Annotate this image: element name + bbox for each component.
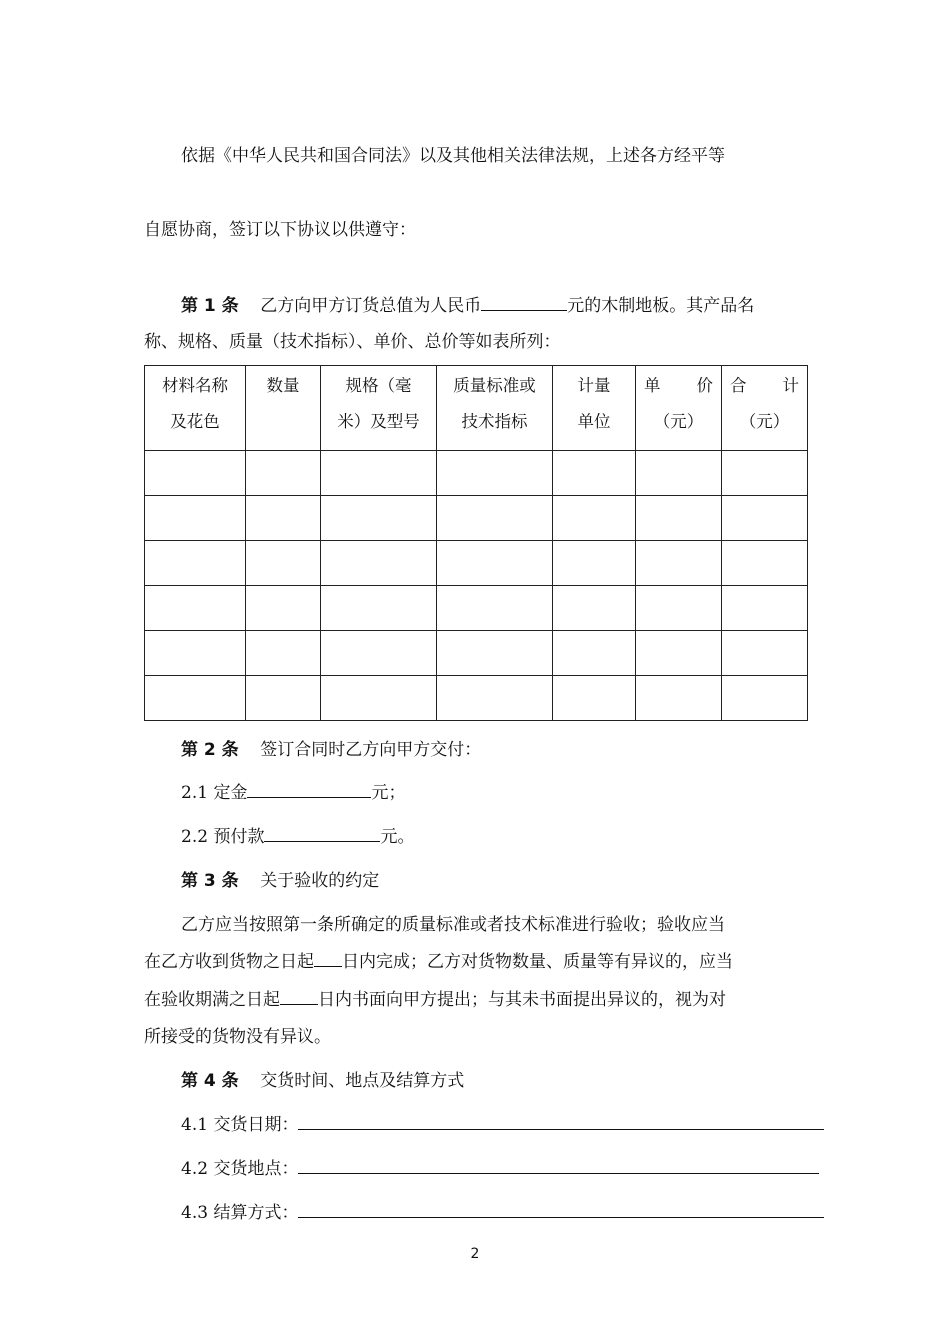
intro-line-1: 依据《中华人民共和国合同法》以及其他相关法律法规，上述各方经平等 (181, 146, 725, 166)
table-cell[interactable] (437, 631, 553, 676)
col-header-quantity: 数量 (246, 366, 321, 451)
table-cell[interactable] (145, 496, 246, 541)
article-1-line-1 (181, 291, 754, 316)
article-4-title: 交货时间、地点及结算方式 (260, 1071, 465, 1091)
prepayment-blank[interactable] (264, 825, 380, 842)
article-3-line-3: 在验收期满之日起 日内书面向甲方提出；与其未书面提出异议的，视为对 (144, 990, 726, 1010)
table-cell[interactable] (636, 676, 722, 721)
settlement-method-blank[interactable] (298, 1201, 824, 1218)
col-header-quality: 质量标准或 技术指标 (437, 366, 553, 451)
table-row (145, 586, 808, 631)
delivery-date-line: 4.1 交货日期： (181, 1110, 824, 1135)
article-1-line-2: 称、规格、质量（技术指标）、单价、总价等如表所列： (144, 332, 561, 352)
table-cell[interactable] (246, 496, 321, 541)
article-3-line-1: 乙方应当按照第一条所确定的质量标准或者技术标准进行验收；验收应当 (181, 915, 725, 935)
table-cell[interactable] (321, 676, 437, 721)
article-3-label: 第 3 条 (181, 871, 239, 891)
deposit-blank[interactable] (247, 781, 371, 798)
table-cell[interactable] (722, 496, 808, 541)
table-row (145, 496, 808, 541)
article-3-line-2: 在乙方收到货物之日起 日内完成；乙方对货物数量、质量等有异议的，应当 (144, 952, 733, 972)
table-cell[interactable] (636, 496, 722, 541)
col-header-spec: 规格（毫 米）及型号 (321, 366, 437, 451)
table-cell[interactable] (553, 586, 636, 631)
delivery-place-blank[interactable] (298, 1157, 819, 1174)
table-cell[interactable] (246, 631, 321, 676)
amount-blank[interactable] (481, 294, 567, 311)
table-cell[interactable] (437, 676, 553, 721)
table-cell[interactable] (321, 631, 437, 676)
article-3-heading (181, 866, 379, 891)
article-1-text-b: 元的木制地板。其产品名 (567, 296, 755, 316)
table-cell[interactable] (321, 451, 437, 496)
intro-line-2: 自愿协商，签订以下协议以供遵守： (144, 220, 416, 240)
table-cell[interactable] (145, 676, 246, 721)
table-cell[interactable] (246, 451, 321, 496)
table-cell[interactable] (437, 451, 553, 496)
article-4-label: 第 4 条 (181, 1071, 239, 1091)
delivery-date-blank[interactable] (298, 1113, 824, 1130)
table-cell[interactable] (145, 586, 246, 631)
table-cell[interactable] (722, 586, 808, 631)
table-cell[interactable] (145, 541, 246, 586)
article-2-label: 第 2 条 (181, 740, 239, 760)
table-cell[interactable] (553, 541, 636, 586)
article-1-label: 第 1 条 (181, 296, 239, 316)
page-number: 2 (470, 1246, 480, 1262)
delivery-place-line: 4.2 交货地点： (181, 1154, 819, 1179)
table-cell[interactable] (553, 496, 636, 541)
prepayment-line: 2.2 预付款 元。 (181, 827, 415, 847)
article-1-text-a: 乙方向甲方订货总值为人民币 (260, 296, 482, 316)
table-cell[interactable] (722, 676, 808, 721)
table-row (145, 631, 808, 676)
table-cell[interactable] (636, 586, 722, 631)
col-header-material: 材料名称 及花色 (145, 366, 246, 451)
inspection-days-blank[interactable] (314, 950, 342, 967)
article-3-title: 关于验收的约定 (260, 871, 380, 891)
table-cell[interactable] (246, 586, 321, 631)
table-row (145, 676, 808, 721)
table-row (145, 451, 808, 496)
table-cell[interactable] (553, 676, 636, 721)
article-3-line-4: 所接受的货物没有异议。 (144, 1027, 331, 1047)
table-cell[interactable] (636, 541, 722, 586)
table-cell[interactable] (636, 451, 722, 496)
settlement-method-line: 4.3 结算方式： (181, 1198, 824, 1223)
deposit-line: 2.1 定金 元； (181, 783, 406, 803)
article-4-heading (181, 1066, 464, 1091)
col-header-unit: 计量 单位 (553, 366, 636, 451)
table-cell[interactable] (722, 451, 808, 496)
table-cell[interactable] (722, 631, 808, 676)
table-cell[interactable] (553, 631, 636, 676)
table-cell[interactable] (321, 586, 437, 631)
product-table (144, 365, 808, 721)
table-cell[interactable] (553, 451, 636, 496)
table-cell[interactable] (722, 541, 808, 586)
article-2-title: 签订合同时乙方向甲方交付： (260, 740, 482, 760)
table-header-row (145, 366, 808, 451)
table-cell[interactable] (437, 541, 553, 586)
table-cell[interactable] (145, 451, 246, 496)
table-cell[interactable] (246, 676, 321, 721)
table-cell[interactable] (246, 541, 321, 586)
table-cell[interactable] (145, 631, 246, 676)
table-cell[interactable] (321, 541, 437, 586)
table-cell[interactable] (437, 586, 553, 631)
objection-days-blank[interactable] (280, 988, 318, 1005)
article-2-heading (181, 735, 481, 760)
col-header-unit-price: 单 价 （元） (636, 366, 722, 451)
table-cell[interactable] (437, 496, 553, 541)
table-row (145, 541, 808, 586)
col-header-total: 合 计 （元） (722, 366, 808, 451)
table-cell[interactable] (321, 496, 437, 541)
table-cell[interactable] (636, 631, 722, 676)
